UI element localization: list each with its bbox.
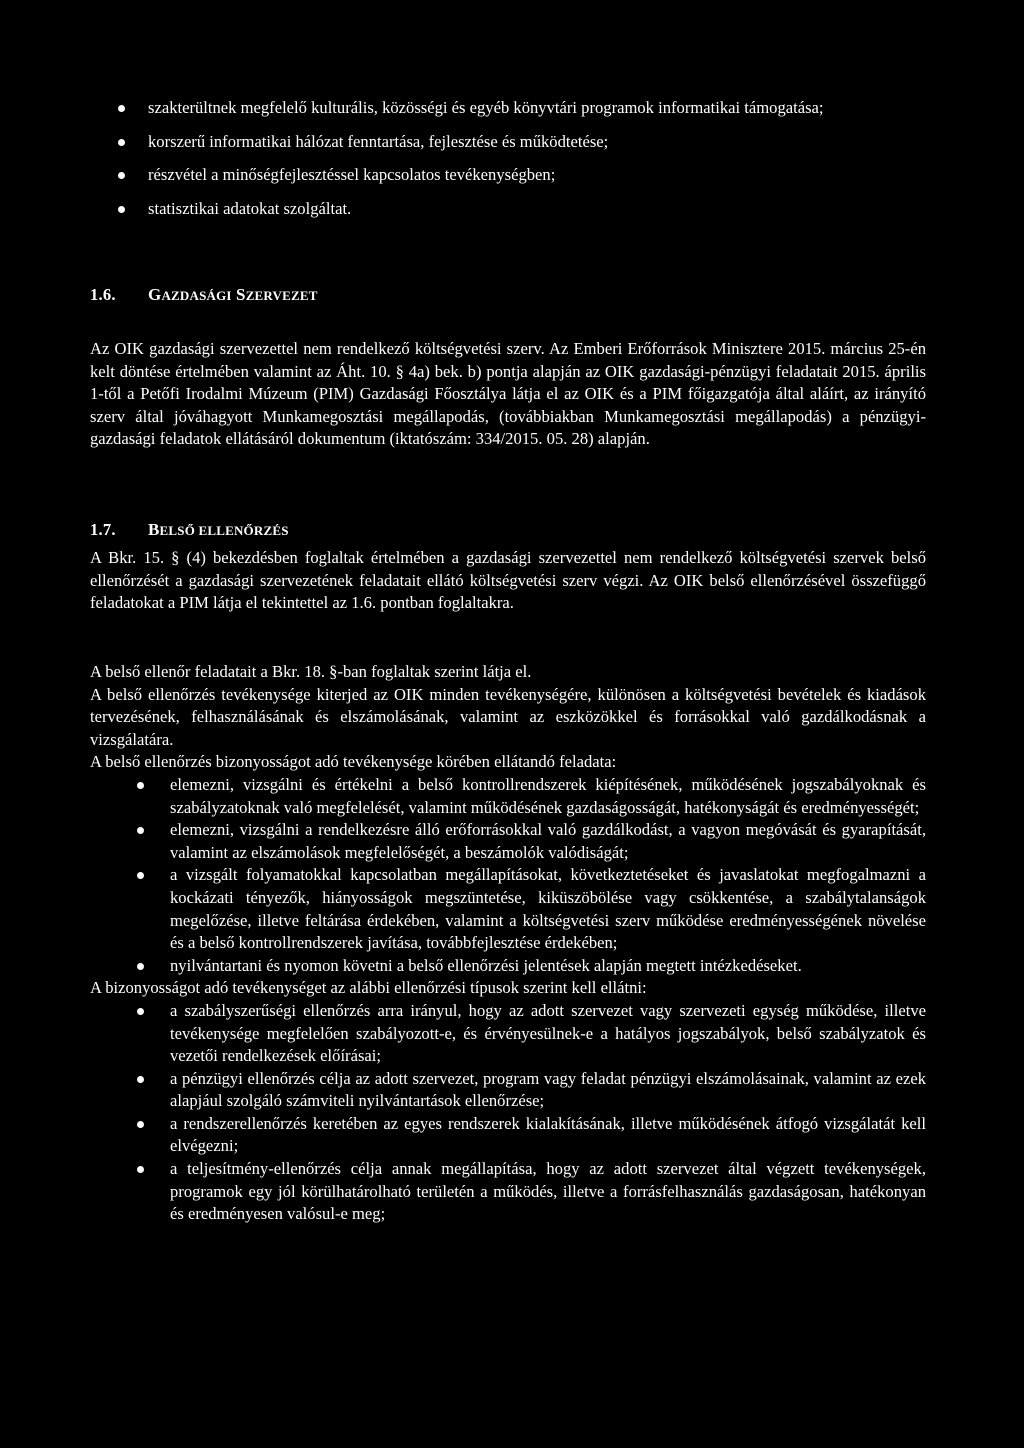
list-item: nyilvántartani és nyomon követni a belső ellenőrzési jelentések alapján megtett intézkedéseket. (90, 955, 926, 978)
tasks-intro: A belső ellenőrzés bizonyosságot adó tevékenysége körében ellátandó feladata: (90, 752, 617, 772)
section-16-heading (90, 284, 926, 308)
section-17-title: BELSŐ ELLENŐRZÉS (148, 520, 289, 539)
list-item: korszerű informatikai hálózat fenntartása, fejlesztése és működtetése; (90, 131, 926, 154)
list-item: elemezni, vizsgálni a rendelkezésre álló erőforrásokkal való gazdálkodást, a vagyon megóvását és gyarapítását, valamint az elszámolások megfelelőségét, a beszámolók valódiságát; (90, 819, 926, 864)
section-16-paragraph: Az OIK gazdasági szervezettel nem rendelkező költségvetési szerv. Az Emberi Erőforrások Minisztere 2015. március 25-én kelt döntése értelmében valamint az Áht. 10. § 4a) bek. b) pontja alapján az OIK gazdasági-pénzügyi feladatait 2015. április 1-től a Petőfi Irodalmi Múzeum (PIM) Gazdasági Főosztálya látja el az OIK és a PIM főigazgatója által aláírt, az irányító szerv által jóváhagyott Munkamegosztási megállapodás, (továbbiakban Munkamegosztási megállapodás) a pénzügyi-gazdasági feladatok ellátásáról dokumentum (iktatószám: 334/2015. 05. 28) alapján. (90, 339, 926, 449)
list-item: szakterültnek megfelelő kulturális, közösségi és egyéb könyvtári programok informatikai támogatása; (90, 97, 926, 120)
list-item: a vizsgált folyamatokkal kapcsolatban megállapításokat, következtetéseket és javaslatokat megfogalmazni a kockázati tényezők, hiányosságok megszüntetése, kiküszöbölése vagy csökkentése, a szabálytalanságok megelőzése, illetve feltárása érdekében, valamint a költségvetési szerv működése eredményességének növelése és a belső kontrollrendszerek javítása, továbbfejlesztése érdekében; (90, 864, 926, 954)
section-17-heading (90, 519, 926, 543)
section-16-body (90, 338, 926, 451)
list-item: részvétel a minőségfejlesztéssel kapcsolatos tevékenységben; (90, 164, 926, 187)
section-17-paragraph-1: A Bkr. 15. § (4) bekezdésben foglaltak értelmében a gazdasági szervezettel nem rendelkező költségvetési szervek belső ellenőrzését a gazdasági szervezetének feladatait ellátó költségvetési szerv végzi. Az OIK belső ellenőrzésével összefüggő feladatokat a PIM látja el tekintettel az 1.6. pontban foglaltakra. (90, 548, 926, 613)
section-17-body (90, 547, 926, 615)
list-item: a teljesítmény-ellenőrzés célja annak megállapítása, hogy az adott szervezet által végzett tevékenységek, programok egy jól körülhatárolható területén a működés, illetve a forrásfelhasználás gazdaságosan, hatékonyan és eredményesen valósul-e meg; (90, 1158, 926, 1226)
section-17-number: 1.7. (90, 520, 116, 539)
tasks-list (90, 774, 926, 977)
list-item: elemezni, vizsgálni és értékelni a belső kontrollrendszerek kiépítésének, működésének jogszabályoknak és szabályzatoknak való megfelelését, valamint működésének gazdaságosságát, hatékonyságát és eredményességét; (90, 774, 926, 819)
types-intro: A bizonyosságot adó tevékenységet az alábbi ellenőrzési típusok szerint kell ellátni: (90, 978, 647, 998)
list-item: a szabályszerűségi ellenőrzés arra irányul, hogy az adott szervezet vagy szervezeti egység működése, illetve tevékenysége megfelelően szabályozott-e, és érvényesülnek-e a hatályos jogszabályok, belső szabályzatok és vezetői rendelkezések előírásai; (90, 1000, 926, 1068)
section-16-number: 1.6. (90, 285, 116, 304)
section-17-paragraph-2: A belső ellenőr feladatait a Bkr. 18. §-ban foglaltak szerint látja el. (90, 662, 532, 681)
section-16-title: GAZDASÁGI SZERVEZET (148, 285, 318, 304)
top-bullet-list (90, 97, 926, 220)
section-17-body-2 (90, 661, 926, 1226)
list-item: a pénzügyi ellenőrzés célja az adott szervezet, program vagy feladat pénzügyi elszámolásainak, valamint az ezek alapjául szolgáló számviteli nyilvántartások ellenőrzése; (90, 1068, 926, 1113)
list-item: a rendszerellenőrzés keretében az egyes rendszerek kialakításának, illetve működésének átfogó vizsgálatát kell elvégezni; (90, 1113, 926, 1158)
list-item: statisztikai adatokat szolgáltat. (90, 198, 926, 221)
section-17-paragraph-3: A belső ellenőrzés tevékenysége kiterjed az OIK minden tevékenységére, különösen a költségvetési bevételek és kiadások tervezésének, felhasználásának és elszámolásának, valamint az eszközökkel és forrásokkal való gazdálkodásnak a vizsgálatára. (90, 684, 926, 749)
types-list (90, 1000, 926, 1226)
top-bullet-list-container (90, 97, 926, 231)
